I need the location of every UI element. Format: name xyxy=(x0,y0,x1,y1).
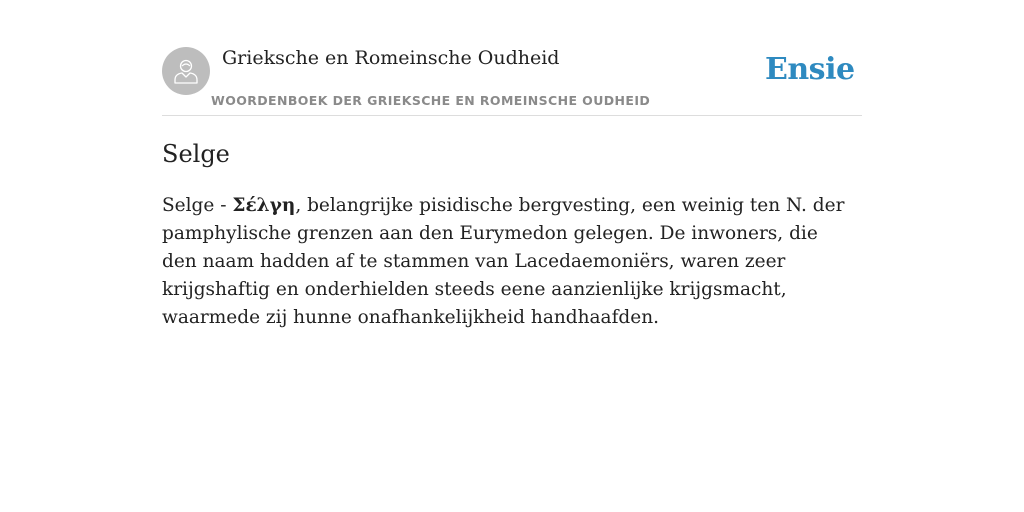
user-silhouette-icon xyxy=(171,56,201,86)
header-divider xyxy=(162,115,862,116)
source-avatar[interactable] xyxy=(162,47,210,95)
source-title[interactable]: Grieksche en Romeinsche Oudheid xyxy=(222,47,560,69)
entry-definition: , belangrijke pisidische bergvesting, een weinig ten N. der pamphylische grenzen aan den Eurymedon gelegen. De inwoners, die den naam hadden af te stammen van Lacedaemoniërs, waren zeer krijgshaftig en onderhielden steeds eene aanzienlijke krijgsmacht, waarmede zij hunne onafhankelijkheid handhaafden. xyxy=(162,195,845,328)
entry-separator: - xyxy=(214,195,233,216)
entry-term: Selge xyxy=(162,195,215,216)
entry-greek-term: Σέλγη xyxy=(232,195,296,216)
ensie-logo-link[interactable]: Ensie xyxy=(765,52,855,87)
entry-body xyxy=(162,192,852,332)
entry-title: Selge xyxy=(162,140,230,168)
source-subtitle[interactable]: WOORDENBOEK DER GRIEKSCHE EN ROMEINSCHE OUDHEID xyxy=(211,93,651,108)
